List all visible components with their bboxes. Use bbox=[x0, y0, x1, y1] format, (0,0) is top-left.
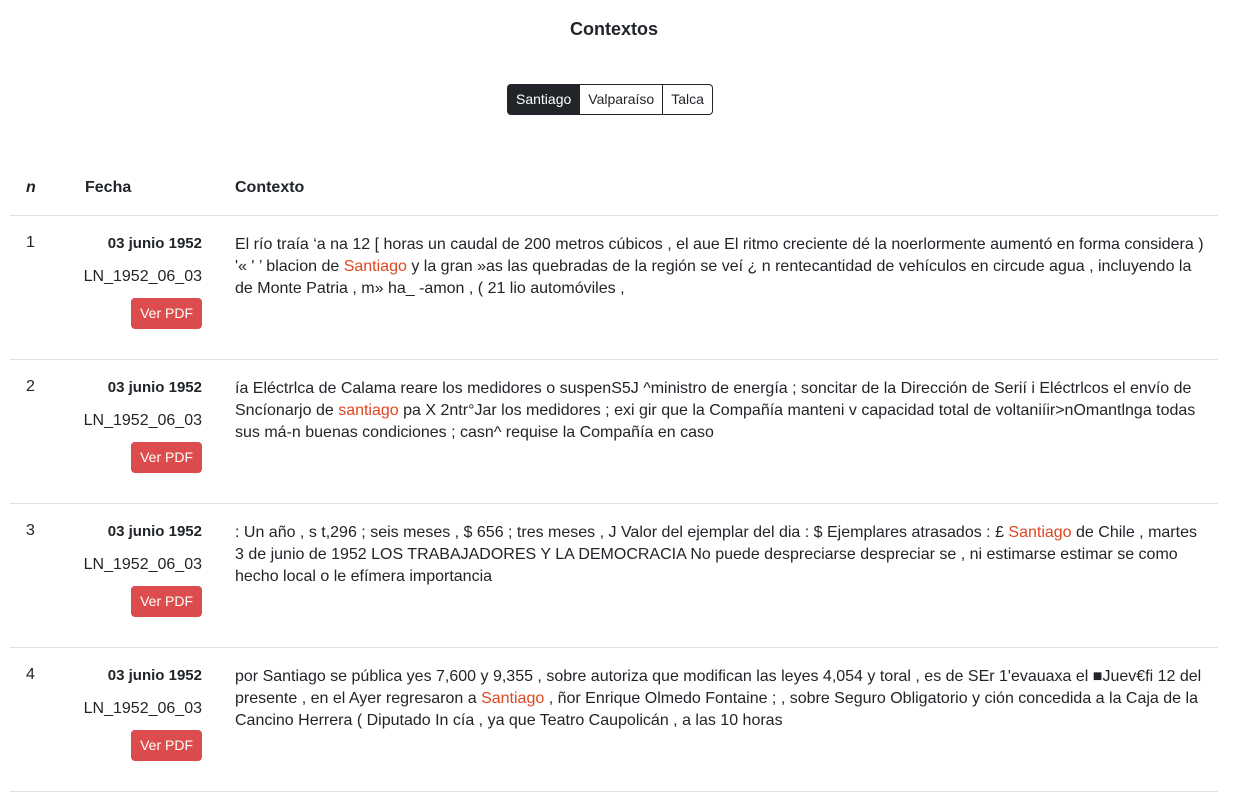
context-before: : Un año , s t,296 ; seis meses , $ 656 ; tres meses , J Valor del ejemplar del dia : $ Ejemplares atrasados : £ bbox=[235, 524, 1009, 541]
row-code: LN_1952_06_03 bbox=[83, 412, 202, 429]
tab-santiago[interactable]: Santiago bbox=[507, 84, 580, 115]
table-row bbox=[10, 360, 1218, 504]
context-match: Santiago bbox=[481, 690, 545, 707]
city-tab-group bbox=[507, 84, 713, 115]
ver-pdf-button[interactable]: Ver PDF bbox=[131, 586, 202, 617]
context-match: Santiago bbox=[1008, 524, 1072, 541]
context-cell bbox=[218, 216, 1218, 360]
ver-pdf-button[interactable]: Ver PDF bbox=[131, 442, 202, 473]
date-cell bbox=[69, 360, 218, 504]
page-title: Contextos bbox=[569, 19, 658, 39]
context-cell bbox=[218, 648, 1218, 792]
row-date: 03 junio 1952 bbox=[107, 379, 202, 396]
row-date: 03 junio 1952 bbox=[107, 235, 202, 252]
date-cell bbox=[69, 216, 218, 360]
table-row bbox=[10, 216, 1218, 360]
ver-pdf-button[interactable]: Ver PDF bbox=[131, 298, 202, 329]
row-code: LN_1952_06_03 bbox=[83, 268, 202, 285]
context-before: El río traía ‘a na 12 [ horas un caudal de 200 metros cúbicos , el aue El ritmo creciente dé la noerlormente aumentó en forma considera ) '« ' ’ blacion de bbox=[235, 236, 1204, 275]
context-after: , ñor Enrique Olmedo Fontaine ; , sobre Seguro Obligatorio y ción concedida a la Caja de la Cancino Herrera ( Diputado In cía , ya que Teatro Caupolicán , a las 10 horas bbox=[235, 690, 1198, 729]
context-after: de Chile , martes 3 de junio de 1952 LOS TRABAJADORES Y LA DEMOCRACIA No puede despreciarse despreciar se , ni estimarse estimar se como hecho local o le efímera importancia bbox=[235, 524, 1197, 585]
date-cell bbox=[69, 504, 218, 648]
row-number: 2 bbox=[10, 360, 69, 504]
ver-pdf-button[interactable]: Ver PDF bbox=[131, 730, 202, 761]
context-before: por Santiago se pública yes 7,600 y 9,355 , sobre autoriza que modifican las leyes 4,054 y toral , es de SEr 1'evauaxa el ■Juev€fi 12 del presente , en el Ayer regresaron a bbox=[235, 668, 1202, 707]
row-number: 3 bbox=[10, 504, 69, 648]
contexts-table bbox=[10, 160, 1218, 792]
row-date: 03 junio 1952 bbox=[107, 667, 202, 684]
context-before: ía Eléctrlca de Calama reare los medidores o suspenS5J ^ministro de energía ; soncitar de la Dirección de Serií i Eléctrlcos el envío de Sncíonarjo de bbox=[235, 380, 1192, 419]
context-after: pa X 2ntr°Jar los medidores ; exi gir que la Compañía manteni v capacidad total de voltaniíir>nOmantlnga todas sus má-n buenas condiciones ; casn^ requise la Compañía en caso bbox=[235, 402, 1196, 441]
date-cell bbox=[69, 648, 218, 792]
table-row bbox=[10, 504, 1218, 648]
table-header-row bbox=[10, 160, 1218, 216]
row-date: 03 junio 1952 bbox=[107, 523, 202, 540]
header-n: n bbox=[10, 160, 69, 216]
row-number: 1 bbox=[10, 216, 69, 360]
table-row bbox=[10, 648, 1218, 792]
context-cell bbox=[218, 504, 1218, 648]
row-code: LN_1952_06_03 bbox=[83, 700, 202, 717]
context-match: santiago bbox=[338, 402, 399, 419]
row-code: LN_1952_06_03 bbox=[83, 556, 202, 573]
tab-valparaiso[interactable]: Valparaíso bbox=[580, 84, 663, 115]
context-cell bbox=[218, 360, 1218, 504]
row-number: 4 bbox=[10, 648, 69, 792]
context-after: y la gran »as las quebradas de la región se veí ¿ n rentecantidad de vehículos en circude agua , incluyendo la de Monte Patria , m» ha_ -amon , ( 21 lio automóviles , bbox=[235, 258, 1192, 297]
header-contexto: Contexto bbox=[218, 160, 1218, 216]
header-fecha: Fecha bbox=[69, 160, 218, 216]
context-match: Santiago bbox=[343, 258, 407, 275]
tab-talca[interactable]: Talca bbox=[663, 84, 713, 115]
